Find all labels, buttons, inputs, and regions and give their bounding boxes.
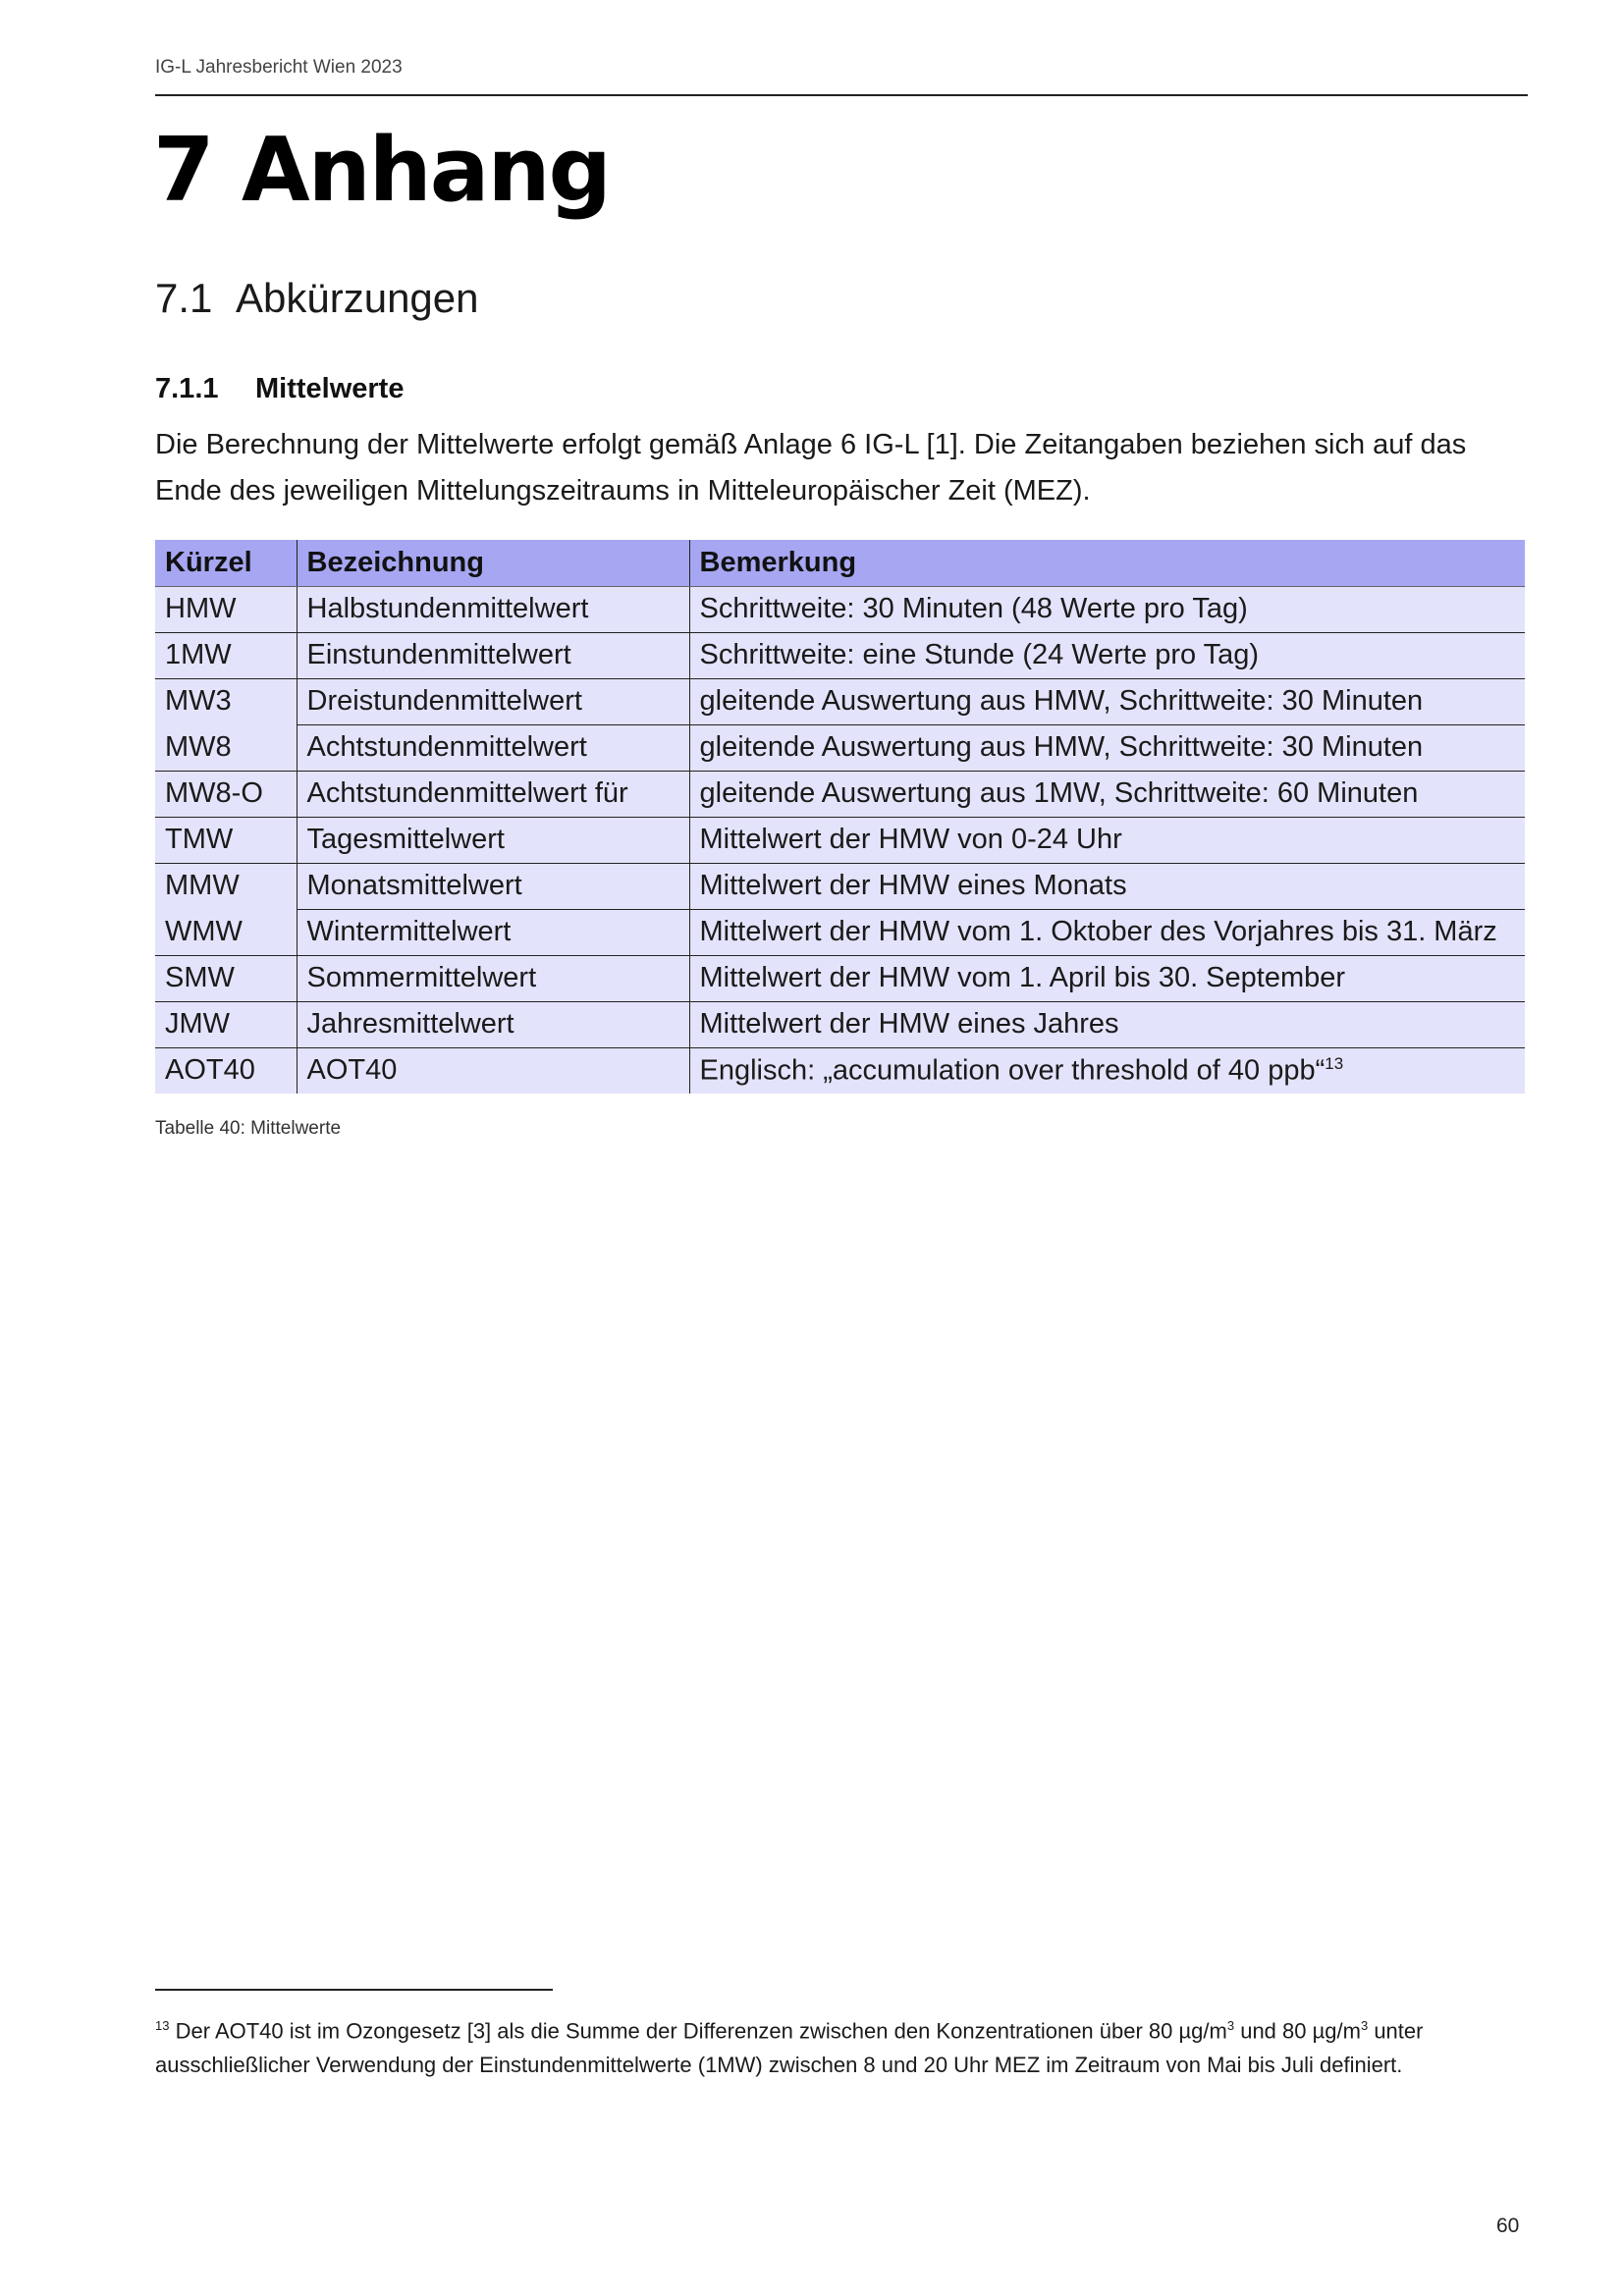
table-row [155, 817, 1525, 863]
cell-kuerzel: 1MW [155, 632, 297, 678]
footnote-ref[interactable]: 13 [1325, 1053, 1344, 1073]
cell-bezeichnung: Sommermittelwert [297, 955, 689, 1001]
cell-bezeichnung: Achtstundenmittelwert für [297, 771, 689, 817]
cell-bezeichnung: Jahresmittelwert [297, 1001, 689, 1047]
cell-bemerkung: Mittelwert der HMW vom 1. Oktober des Vorjahres bis 31. März [689, 909, 1525, 955]
cell-kuerzel: SMW [155, 955, 297, 1001]
footnote-superscript: 3 [1226, 2018, 1235, 2033]
footnote-rule [155, 1989, 553, 1991]
page-number: 60 [1496, 2215, 1520, 2237]
subsection-title [155, 373, 404, 405]
footnote-superscript: 3 [1360, 2018, 1369, 2033]
mittelwerte-table [155, 540, 1525, 1094]
footnote-text-3: unter ausschließlicher Verwendung der Einstundenmittelwerte (1MW) zwischen 8 und 20 Uhr MEZ im Zeitraum von Mai bis Juli definiert. [155, 2018, 1424, 2078]
cell-kuerzel: MW8-O [155, 771, 297, 817]
cell-bezeichnung: Halbstundenmittelwert [297, 586, 689, 632]
table-row [155, 678, 1525, 724]
running-header: IG-L Jahresbericht Wien 2023 [155, 57, 403, 78]
table-row [155, 955, 1525, 1001]
footnote-marker: 13 [155, 2018, 170, 2033]
aot40-remark: Englisch: „accumulation over threshold of 40 ppb“ [699, 1054, 1325, 1087]
section-title [155, 275, 479, 322]
cell-kuerzel: MMW [155, 863, 297, 909]
cell-kuerzel: MW8 [155, 724, 297, 771]
cell-bezeichnung: Dreistundenmittelwert [297, 678, 689, 724]
cell-bezeichnung: Tagesmittelwert [297, 817, 689, 863]
cell-bemerkung: Mittelwert der HMW von 0-24 Uhr [689, 817, 1525, 863]
table-row [155, 863, 1525, 909]
cell-bemerkung: Schrittweite: 30 Minuten (48 Werte pro Tag) [689, 586, 1525, 632]
cell-bemerkung: gleitende Auswertung aus HMW, Schrittweite: 30 Minuten [689, 678, 1525, 724]
footnote [155, 2008, 1530, 2082]
footnote-text-2: und 80 µg/m [1234, 2018, 1361, 2044]
cell-kuerzel: WMW [155, 909, 297, 955]
cell-kuerzel: MW3 [155, 678, 297, 724]
table-row [155, 1001, 1525, 1047]
cell-bezeichnung: Wintermittelwert [297, 909, 689, 955]
header-kuerzel: Kürzel [155, 540, 297, 586]
table-caption: Tabelle 40: Mittelwerte [155, 1118, 342, 1139]
cell-bemerkung: gleitende Auswertung aus HMW, Schrittweite: 30 Minuten [689, 724, 1525, 771]
cell-bemerkung: Schrittweite: eine Stunde (24 Werte pro Tag) [689, 632, 1525, 678]
header-bemerkung: Bemerkung [689, 540, 1525, 586]
cell-bezeichnung: Einstundenmittelwert [297, 632, 689, 678]
cell-kuerzel: AOT40 [155, 1047, 297, 1094]
cell-bezeichnung: AOT40 [297, 1047, 689, 1094]
intro-paragraph: Die Berechnung der Mittelwerte erfolgt gemäß Anlage 6 IG-L [1]. Die Zeitangaben beziehen sich auf das Ende des jeweiligen Mittelungszeitraums in Mitteleuropäischer Zeit (MEZ). [155, 429, 1467, 507]
table-row [155, 909, 1525, 955]
cell-kuerzel: HMW [155, 586, 297, 632]
table-row [155, 586, 1525, 632]
header-rule [155, 94, 1528, 96]
cell-bemerkung-aot40 [689, 1047, 1525, 1094]
cell-kuerzel: TMW [155, 817, 297, 863]
section-title-text: Abkürzungen [236, 275, 479, 321]
cell-bezeichnung: Achtstundenmittelwert [297, 724, 689, 771]
cell-bemerkung: Mittelwert der HMW eines Jahres [689, 1001, 1525, 1047]
header-bezeichnung: Bezeichnung [297, 540, 689, 586]
table-row [155, 632, 1525, 678]
subsection-title-text: Mittelwerte [255, 373, 405, 404]
section-number: 7.1 [155, 275, 213, 321]
subsection-number: 7.1.1 [155, 373, 219, 404]
cell-bemerkung: gleitende Auswertung aus 1MW, Schrittweite: 60 Minuten [689, 771, 1525, 817]
footnote-text-1: Der AOT40 ist im Ozongesetz [3] als die Summe der Differenzen zwischen den Konzentrationen über 80 µg/m [175, 2018, 1227, 2044]
cell-bemerkung: Mittelwert der HMW vom 1. April bis 30. September [689, 955, 1525, 1001]
table-row [155, 771, 1525, 817]
cell-kuerzel: JMW [155, 1001, 297, 1047]
cell-bemerkung: Mittelwert der HMW eines Monats [689, 863, 1525, 909]
table-header-row [155, 540, 1525, 586]
table-row [155, 724, 1525, 771]
chapter-title: 7 Anhang [153, 119, 610, 222]
cell-bezeichnung: Monatsmittelwert [297, 863, 689, 909]
table-row [155, 1047, 1525, 1094]
